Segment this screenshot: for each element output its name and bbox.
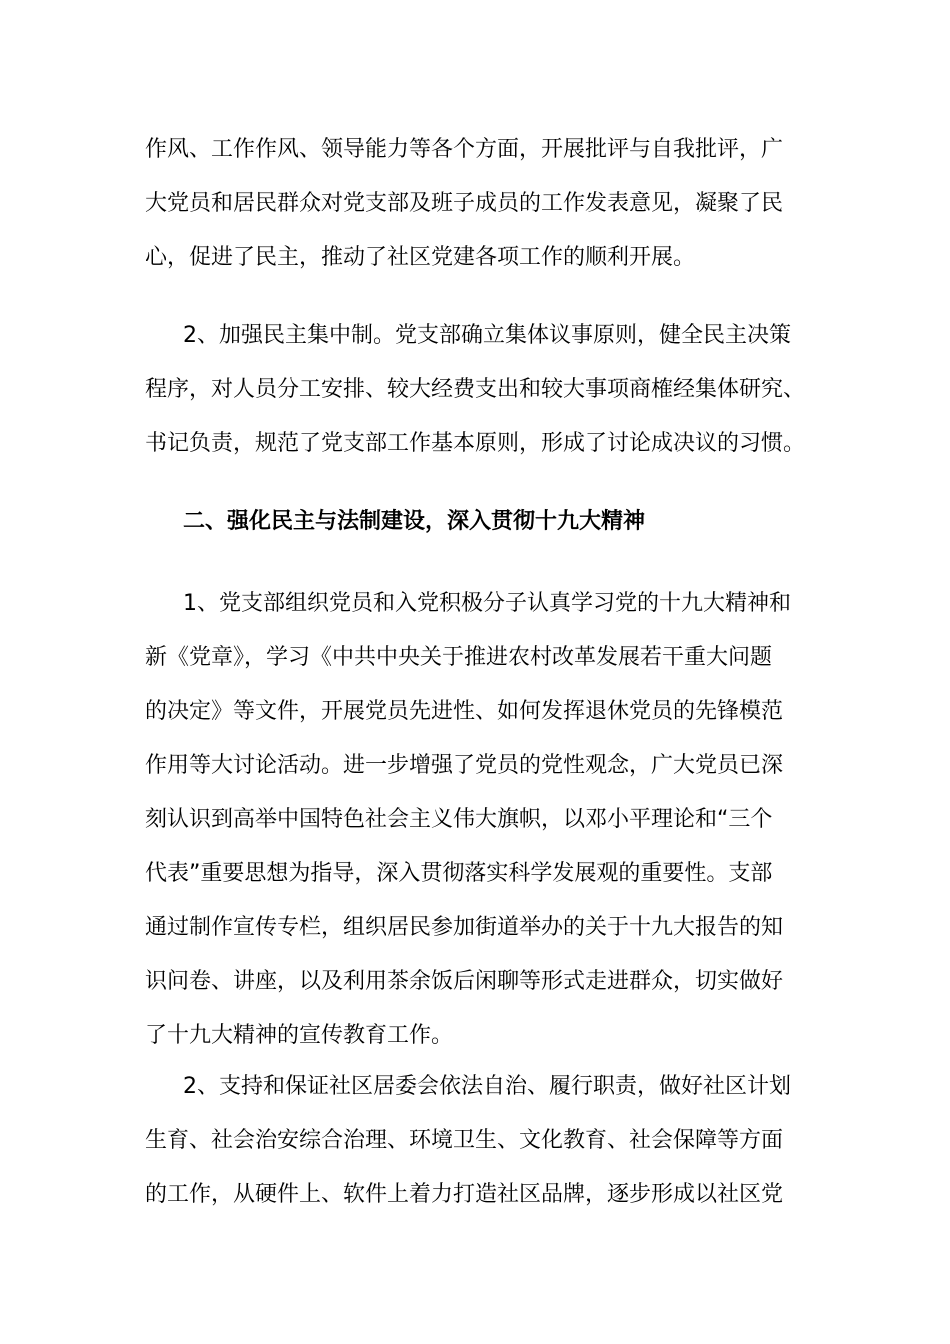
text-line: 心，促进了民主，推动了社区党建各项工作的顺利开展。	[145, 245, 696, 270]
text-line: 通过制作宣传专栏，组织居民参加街道举办的关于十九大报告的知	[145, 915, 784, 940]
text-line: 的工作，从硬件上、软件上着力打造社区品牌，逐步形成以社区党	[145, 1182, 784, 1207]
paragraph-community-autonomy	[145, 1060, 791, 1222]
text-line: 新《党章》，学习《中共中央关于推进农村改革发展若干重大问题	[145, 645, 773, 670]
text-line: 大党员和居民群众对党支部及班子成员的工作发表意见，凝聚了民	[145, 191, 784, 216]
text-line: 生育、社会治安综合治理、环境卫生、文化教育、社会保障等方面	[145, 1128, 784, 1153]
section-heading-text: 二、强化民主与法制建设，深入贯彻十九大精神	[183, 509, 646, 534]
text-line: 2、支持和保证社区居委会依法自治、履行职责，做好社区计划	[183, 1074, 791, 1099]
text-line: 识问卷、讲座，以及利用茶余饭后闲聊等形式走进群众，切实做好	[145, 969, 784, 994]
section-heading	[145, 495, 645, 549]
text-line: 作用等大讨论活动。进一步增强了党员的党性观念，广大党员已深	[145, 753, 784, 778]
paragraph-study-activities	[145, 577, 791, 1063]
text-line: 代表”重要思想为指导，深入贯彻落实科学发展观的重要性。支部	[145, 861, 773, 886]
paragraph-continuation	[145, 123, 783, 285]
text-line: 1、党支部组织党员和入党积极分子认真学习党的十九大精神和	[183, 591, 791, 616]
text-line: 程序，对人员分工安排、较大经费支出和较大事项商榷经集体研究、	[145, 377, 806, 402]
text-line: 的决定》等文件，开展党员先进性、如何发挥退休党员的先锋模范	[145, 699, 784, 724]
paragraph-democratic-centralism	[145, 309, 805, 471]
text-line: 刻认识到高举中国特色社会主义伟大旗帜，以邓小平理论和“三个	[145, 807, 773, 832]
text-line: 作风、工作作风、领导能力等各个方面，开展批评与自我批评，广	[145, 137, 784, 162]
text-line: 书记负责，规范了党支部工作基本原则，形成了讨论成决议的习惯。	[145, 431, 806, 456]
text-line: 了十九大精神的宣传教育工作。	[145, 1023, 454, 1048]
text-line: 2、加强民主集中制。党支部确立集体议事原则，健全民主决策	[183, 323, 791, 348]
